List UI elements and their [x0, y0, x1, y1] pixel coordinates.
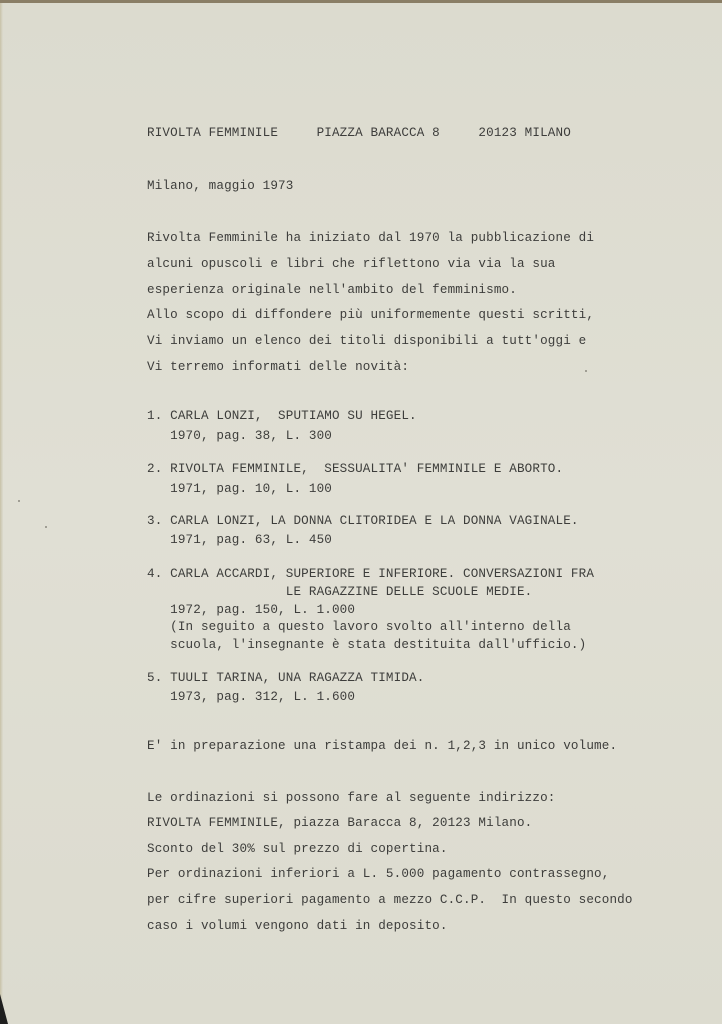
date-line: Milano, maggio 1973: [147, 179, 294, 193]
ordering-line: per cifre superiori pagamento a mezzo C.C.P. In questo secondo: [147, 893, 633, 907]
title-item-1-heading: 1. CARLA LONZI, SPUTIAMO SU HEGEL.: [147, 409, 417, 423]
title-item-4-note: (In seguito a questo lavoro svolto all'interno della: [147, 620, 571, 634]
ordering-line: Le ordinazioni si possono fare al seguente indirizzo:: [147, 791, 556, 805]
paper-corner-shadow: [0, 994, 8, 1024]
paper-speck: [45, 526, 47, 528]
reprint-note: E' in preparazione una ristampa dei n. 1,2,3 in unico volume.: [147, 739, 618, 753]
paper-speck: [585, 370, 587, 372]
intro-line: alcuni opuscoli e libri che riflettono via via la sua: [147, 257, 556, 271]
intro-line: Rivolta Femminile ha iniziato dal 1970 la pubblicazione di: [147, 231, 595, 245]
intro-line: Vi inviamo un elenco dei titoli disponibili a tutt'oggi e: [147, 334, 587, 348]
letterhead: RIVOLTA FEMMINILE PIAZZA BARACCA 8 20123 MILANO: [147, 126, 571, 140]
intro-line: Vi terremo informati delle novità:: [147, 360, 410, 374]
title-item-3-details: 1971, pag. 63, L. 450: [147, 533, 332, 547]
intro-line: Allo scopo di diffondere più uniformemente questi scritti,: [147, 308, 595, 322]
title-item-2-heading: 2. RIVOLTA FEMMINILE, SESSUALITA' FEMMINILE E ABORTO.: [147, 462, 564, 476]
ordering-line: RIVOLTA FEMMINILE, piazza Baracca 8, 20123 Milano.: [147, 816, 533, 830]
intro-line: esperienza originale nell'ambito del femminismo.: [147, 283, 517, 297]
title-item-5-details: 1973, pag. 312, L. 1.600: [147, 690, 356, 704]
title-item-4-heading: 4. CARLA ACCARDI, SUPERIORE E INFERIORE. CONVERSAZIONI FRA: [147, 567, 595, 581]
title-item-3-heading: 3. CARLA LONZI, LA DONNA CLITORIDEA E LA DONNA VAGINALE.: [147, 514, 579, 528]
title-item-1-details: 1970, pag. 38, L. 300: [147, 429, 332, 443]
ordering-line: Per ordinazioni inferiori a L. 5.000 pagamento contrassegno,: [147, 867, 610, 881]
title-item-4-heading-cont: LE RAGAZZINE DELLE SCUOLE MEDIE.: [147, 585, 533, 599]
title-item-2-details: 1971, pag. 10, L. 100: [147, 482, 332, 496]
ordering-line: caso i volumi vengono dati in deposito.: [147, 919, 448, 933]
title-item-5-heading: 5. TUULI TARINA, UNA RAGAZZA TIMIDA.: [147, 671, 425, 685]
title-item-4-note-cont: scuola, l'insegnante è stata destituita dall'ufficio.): [147, 638, 587, 652]
ordering-line: Sconto del 30% sul prezzo di copertina.: [147, 842, 448, 856]
paper-speck: [18, 500, 20, 502]
paper-edge: [0, 3, 3, 1024]
title-item-4-details: 1972, pag. 150, L. 1.000: [147, 603, 356, 617]
